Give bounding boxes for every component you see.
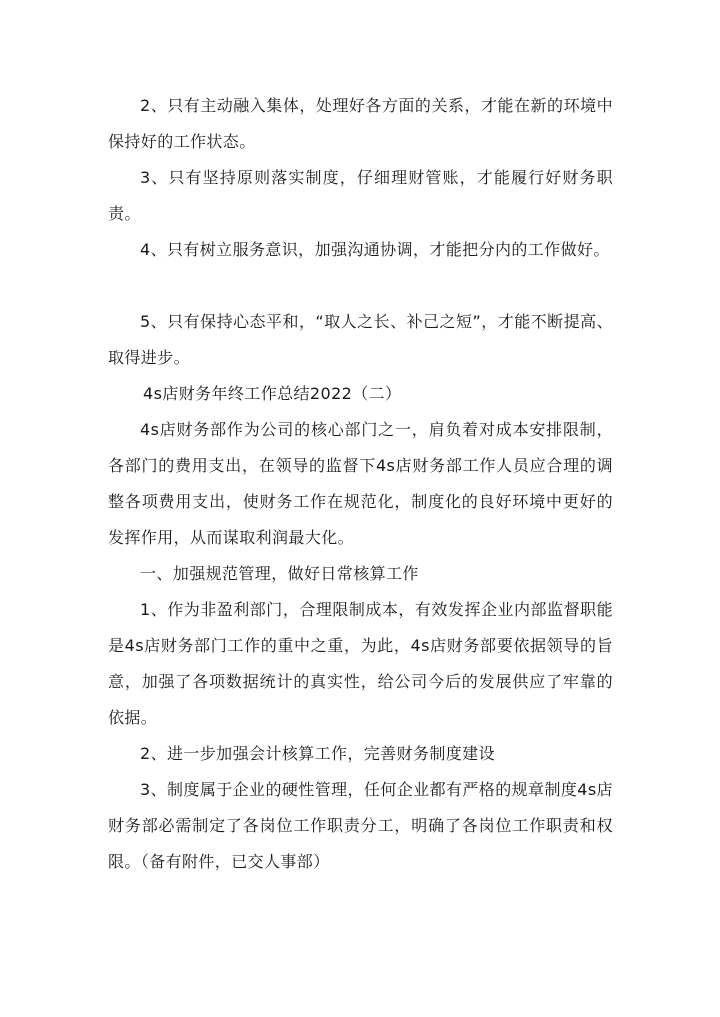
- paragraph-sub-1: 1、作为非盈利部门，合理限制成本，有效发挥企业内部监督职能是4s店财务部门工作的重中之重，为此，4s店财务部要依据领导的旨意，加强了各项数据统计的真实性，给公司今后的发展供应了牢靠的依据。: [108, 600, 613, 727]
- intro-paragraph: 4s店财务部作为公司的核心部门之一，肩负着对成本安排限制，各部门的费用支出，在领导的监督下4s店财务部工作人员应合理的调整各项费用支出，使财务工作在规范化，制度化的良好环境中更好的发挥作用，从而谋取利润最大化。: [108, 420, 613, 547]
- paragraph-sub-3: 3、制度属于企业的硬性管理，任何企业都有严格的规章制度4s店财务部必需制定了各岗位工作职责分工，明确了各岗位工作职责和权限。（备有附件，已交人事部）: [108, 780, 613, 871]
- paragraph-sub-2: 2、进一步加强会计核算工作，完善财务制度建设: [140, 744, 495, 763]
- section-heading-1: 一、加强规范管理，做好日常核算工作: [140, 564, 419, 583]
- paragraph-item-2: 2、只有主动融入集体，处理好各方面的关系，才能在新的环境中保持好的工作状态。: [108, 96, 613, 151]
- paragraph-item-3: 3、只有坚持原则落实制度，仔细理财管账，才能履行好财务职责。: [108, 168, 613, 223]
- paragraph-item-5: 5、只有保持心态平和，“取人之长、补己之短”，才能不断提高、取得进步。: [108, 312, 613, 367]
- section-title: 4s店财务年终工作总结2022（二）: [143, 384, 402, 403]
- paragraph-item-4: 4、只有树立服务意识，加强沟通协调，才能把分内的工作做好。: [140, 240, 610, 259]
